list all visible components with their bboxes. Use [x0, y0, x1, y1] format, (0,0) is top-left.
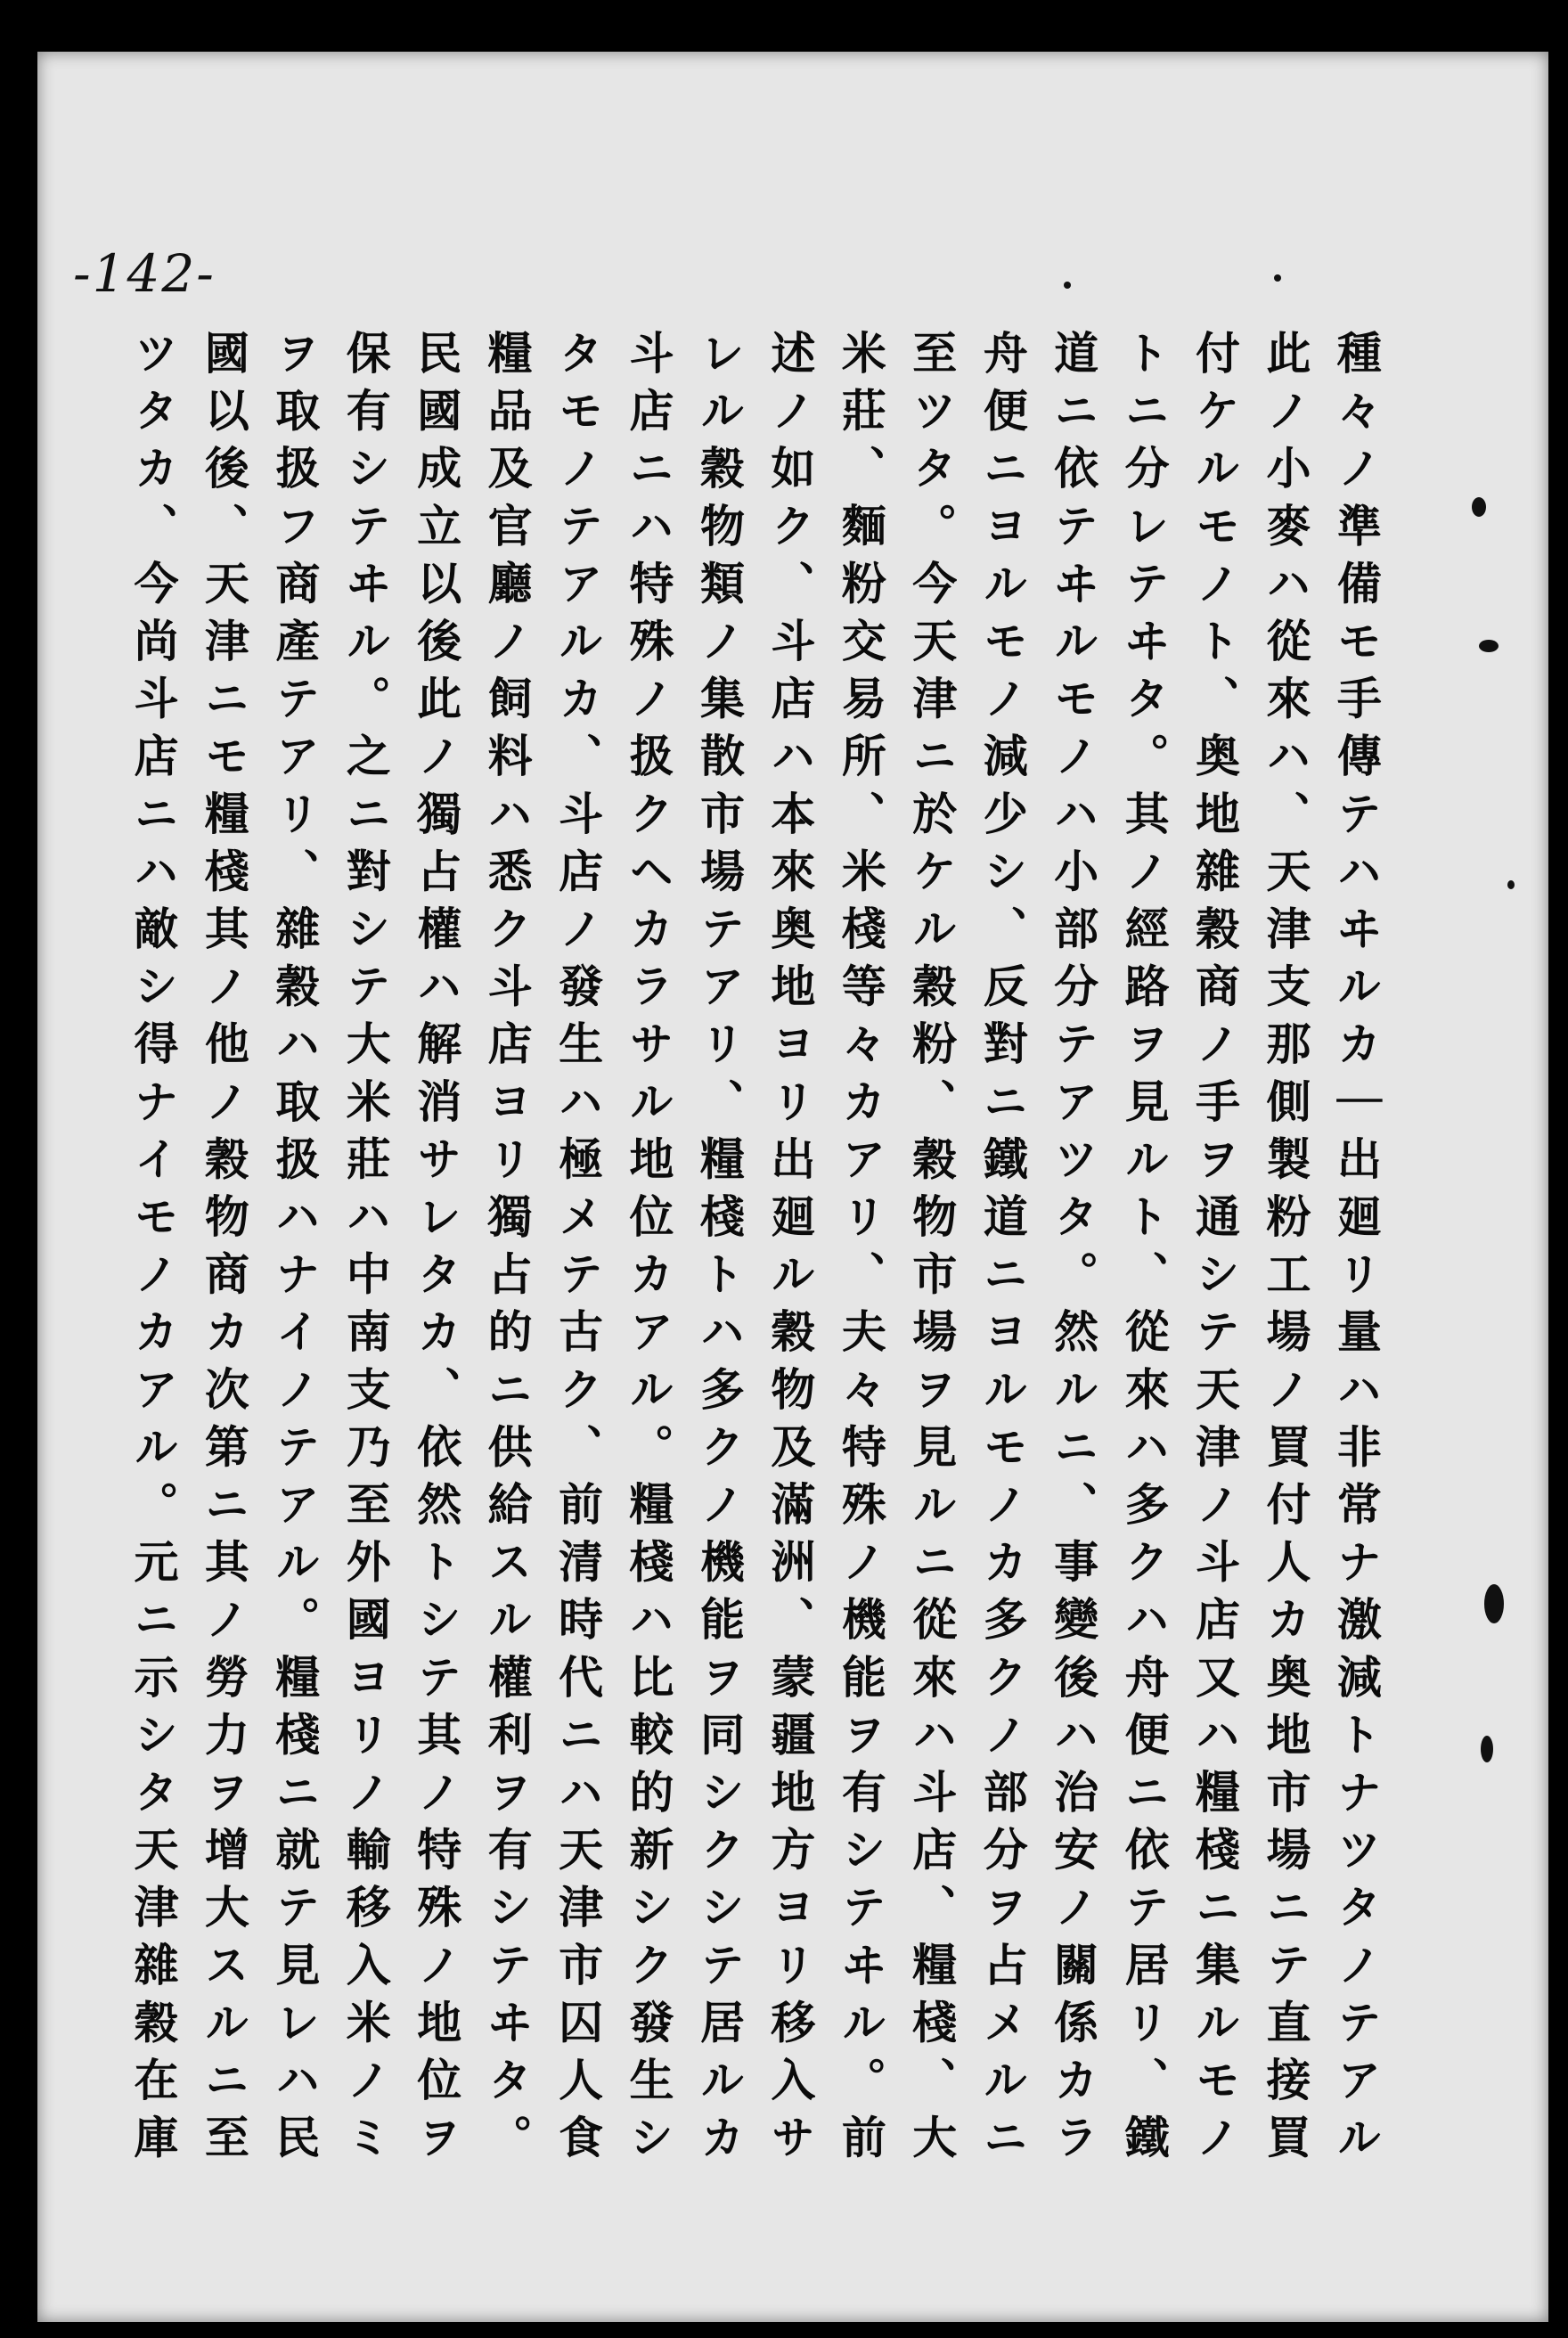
scan-speck	[1479, 640, 1499, 652]
text-column: 種々ノ準備モ手傳テハヰルカ｜出廻リ量ハ非常ナ激減トナツタノテアル	[1329, 330, 1383, 2172]
page-number: -142-	[73, 243, 216, 304]
text-column: 米莊、麵粉交易所、米棧等々カアリ、夫々特殊ノ機能ヲ有シテヰル。前	[834, 330, 887, 2172]
text-column: 斗店ニハ特殊ノ扱クヘカラサル地位カアル。糧棧ハ比較的新シク發生シ	[622, 330, 675, 2172]
text-column: レル穀物類ノ集散市場テアリ、糧棧トハ多クノ機能ヲ同シクシテ居ルカ	[692, 330, 746, 2172]
text-column: 至ツタ。今天津ニ於ケル穀粉、穀物市場ヲ見ルニ從來ハ斗店、糧棧、大	[905, 330, 959, 2172]
text-column: 保有シテヰル。之ニ對シテ大米莊ハ中南支乃至外國ヨリノ輸移入米ノミ	[339, 330, 392, 2172]
text-column: ヲ取扱フ商產テアリ、雜穀ハ取扱ハナイノテアル。糧棧ニ就テ見レハ民	[268, 330, 322, 2172]
scan-speck	[1484, 1584, 1504, 1623]
text-column: 舟便ニヨルモノ減少シ、反對ニ鐵道ニヨルモノカ多クノ部分ヲ占メルニ	[976, 330, 1029, 2172]
text-column: ツタカ、今尚斗店ニハ敵シ得ナイモノカアル。元ニ示シタ天津雜穀在庫	[127, 330, 180, 2172]
text-column: 付ケルモノト、奥地雜穀商ノ手ヲ通シテ天津ノ斗店又ハ糧棧ニ集ルモノ	[1188, 330, 1241, 2172]
text-column: 道ニ依テヰルモノハ小部分テアツタ。然ルニ、事變後ハ治安ノ關係カラ	[1047, 330, 1100, 2172]
scan-speck	[1064, 282, 1071, 289]
scan-speck	[1481, 1736, 1493, 1762]
text-column: 國以後、天津ニモ糧棧其ノ他ノ穀物商カ次第ニ其ノ勞力ヲ增大スルニ至	[197, 330, 250, 2172]
text-column: トニ分レテヰタ。其ノ經路ヲ見ルト、從來ハ多クハ舟便ニ依テ居リ、鐵	[1117, 330, 1171, 2172]
text-column: 此ノ小麥ハ從來ハ、天津支那側製粉工場ノ買付人カ奥地市場ニテ直接買	[1259, 330, 1312, 2172]
scan-speck	[1472, 497, 1486, 517]
scan-speck	[1274, 274, 1281, 282]
text-column: 糧品及官廳ノ飼料ハ悉ク斗店ヨリ獨占的ニ供給スル權利ヲ有シテヰタ。	[480, 330, 534, 2172]
scan-speck	[1507, 880, 1515, 889]
text-column: タモノテアルカ、斗店ノ發生ハ極メテ古ク、前清時代ニハ天津市囚人食	[551, 330, 605, 2172]
text-column: 述ノ如ク、斗店ハ本來奥地ヨリ出廻ル穀物及滿洲、蒙疆地方ヨリ移入サ	[764, 330, 817, 2172]
document-page	[37, 52, 1548, 2322]
text-column: 民國成立以後此ノ獨占權ハ解消サレタカ、依然トシテ其ノ特殊ノ地位ヲ	[410, 330, 463, 2172]
vertical-text-body	[119, 330, 1393, 2263]
